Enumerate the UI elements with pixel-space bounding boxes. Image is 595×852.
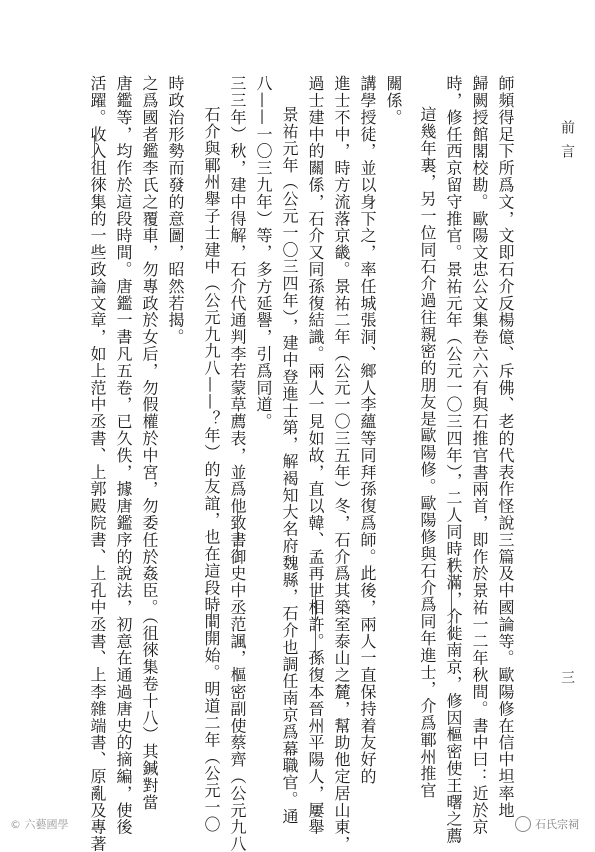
watermark-right-text: 石氏宗祠 (535, 818, 579, 831)
text-column: 這幾年裏，另一位同石介過往親密的朋友是歐陽修。歐陽修與石介爲同年進士，介爲鄆州推官 (418, 106, 437, 799)
watermark-right (515, 816, 579, 832)
running-header-title: 前言 (559, 120, 575, 168)
text-column: 景祐元年（公元一〇三四年），建中登進士第，解褐知大名府魏縣，石介也調任南京爲幕職官。通 (280, 106, 299, 825)
text-column: 時政治形勢而發的意圖，昭然若揭。 (166, 75, 185, 346)
text-underline-mark (94, 135, 95, 165)
text-underline-mark (211, 605, 212, 633)
text-column: 師頻得足下所爲文，文即石介反楊億、斥佛、老的代表作怪說三篇及中國論等。歐陽修在信中坦率地 (496, 75, 515, 819)
text-column: 過士建中的關係，石介又同孫復結識。兩人一見如故，直以韓、孟再世相許。孫復本晉州平陽人，屢舉 (306, 75, 325, 836)
watermark-left: © 六藝國學 (10, 818, 69, 831)
text-column: 唐鑑等，均作於這段時間。唐鑑一書凡五卷，已久佚，據唐鑑序的說法，初意在通過唐史的摘編，使後 (114, 75, 133, 836)
text-column: 活躍。收入徂徠集的一些政論文章，如上范中丞書、上郭殿院書、上孔中丞書、上李雜端書、原亂及專著 (88, 75, 107, 852)
text-column: 八——一〇三九年）等，多方延譽，引爲同道。 (254, 75, 273, 430)
text-column: 時，修任西京留守推官。景祐元年（公元一〇三四年），二人同時秩滿，介徙南京，修因樞密使王曙之薦 (444, 75, 463, 845)
text-column: 關係。 (384, 75, 403, 126)
text-underline-mark (315, 590, 316, 660)
page-number: 三 (559, 670, 575, 694)
text-underline-mark (451, 560, 452, 640)
text-column: 進士不中，時方流落京畿。景祐二年（公元一〇三五年）冬，石介爲其築室泰山之麓，幫助他定居山東， (332, 75, 351, 852)
text-column: 講學授徒，並以身下之，率任城張洞、鄉人李蘊等同拜孫復爲師。此後，兩人一直保持着友好的 (358, 75, 377, 785)
text-column: 歸闕授館閣校勘。歐陽文忠公文集卷六六有與石推官書兩首，即作於景祐一二年秋間。書中曰：近於京 (470, 75, 489, 836)
text-column: 石介與鄆州舉子士建中（公元九九八——？年）的友誼，也在這段時間開始。明道二年（公元一〇 (202, 106, 221, 833)
text-column: 之爲國者鑑李氏之覆車，勿專政於女后，勿假權於中宮，勿委任於姦臣。（徂徠集卷十八）其鍼對當 (140, 75, 159, 811)
text-underline-mark (237, 500, 238, 556)
wechat-icon (515, 816, 531, 832)
text-column: 三三年）秋，建中得解，石介代通判李若蒙草薦表，並爲他致書御史中丞范諷，樞密副使蔡齊（公元九八 (228, 75, 247, 852)
